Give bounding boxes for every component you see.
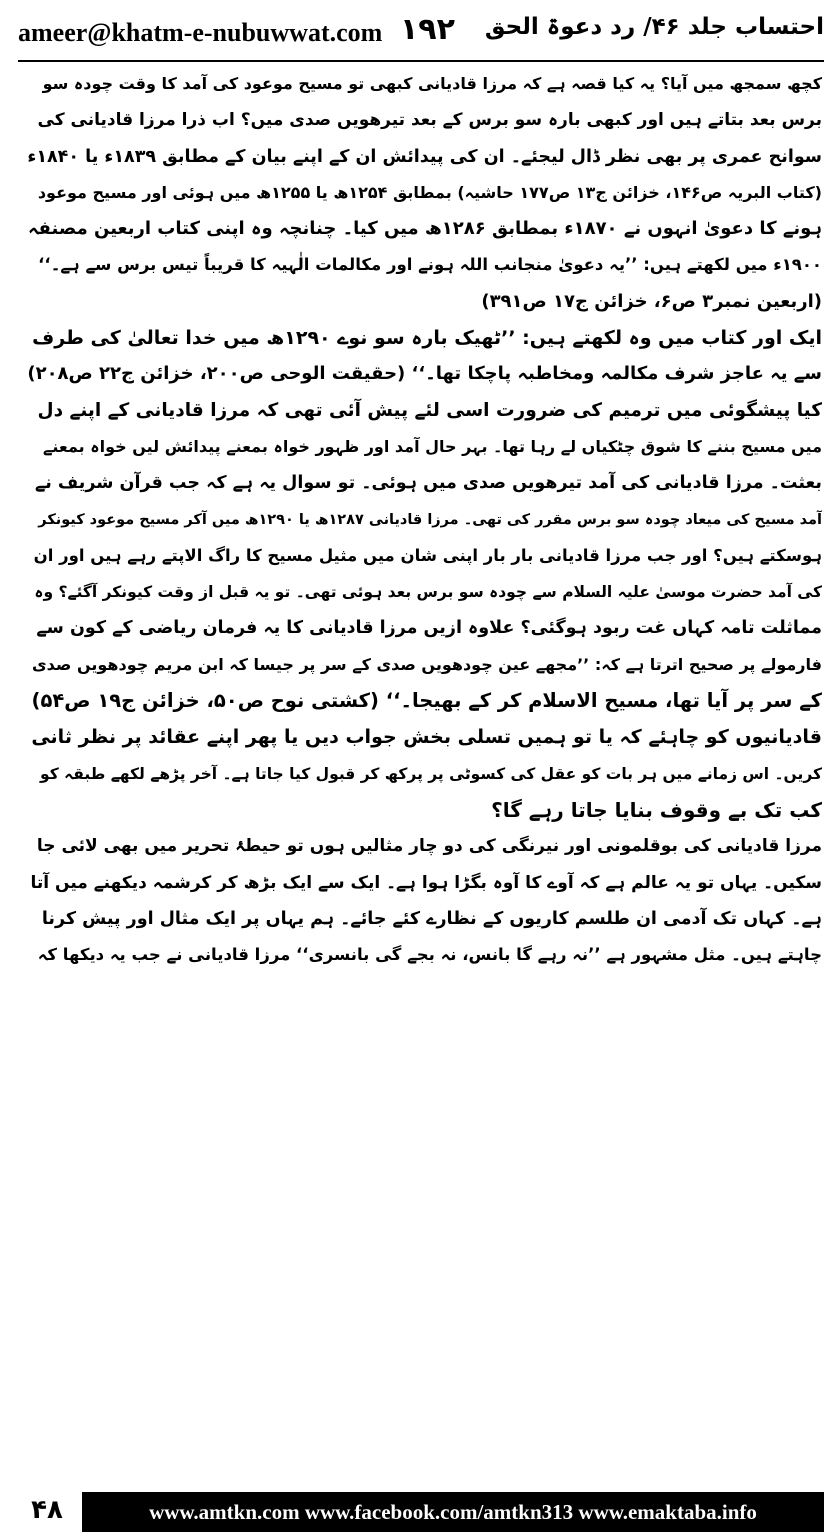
text-line: کریں۔ اس زمانے میں ہر بات کو عقل کی کسوٹی پر پرکھ کر قبول کیا جاتا ہے۔ آخر پڑھے لکھے طبقہ کو bbox=[40, 764, 822, 783]
header-page-number: ۱۹۲ bbox=[400, 12, 455, 47]
page-footer bbox=[18, 1492, 824, 1532]
text-line: ہونے کا دعویٰ انہوں نے ۱۸۷۰ء بمطابق ۱۲۸۶ھ میں کیا۔ چنانچہ وہ اپنی کتاب اربعین مصنفہ bbox=[28, 218, 822, 240]
text-line: مرزا قادیانی کی بوقلمونی اور نیرنگی کی دو چار مثالیں ہوں تو حیطۂ تحریر میں بھی لائی جا bbox=[36, 836, 822, 857]
reference-line: (اربعین نمبر۳ ص۶، خزائن ج۱۷ ص۳۹۱) bbox=[481, 290, 822, 312]
text-line: سوانح عمری پر بھی نظر ڈال لیجئے۔ ان کی پیدائش ان کے اپنے بیان کے مطابق ۱۸۳۹ء یا ۱۸۴۰ء bbox=[27, 146, 822, 167]
text-line: کیا پیشگوئی میں ترمیم کی ضرورت اسی لئے پیش آئی تھی کہ مرزا قادیانی کے اپنے دل bbox=[37, 399, 822, 421]
footer-links: www.amtkn.com www.facebook.com/amtkn313 www.emaktaba.info bbox=[149, 1500, 757, 1524]
text-line: کب تک بے وقوف بنایا جاتا رہے گا؟ bbox=[491, 797, 822, 822]
text-line: کی آمد حضرت موسیٰ علیہ السلام سے چودہ سو برس بعد ہوئی تھی۔ تو یہ قبل از وقت کیونکر آگئے؟ وہ bbox=[34, 583, 822, 602]
text-line: (کتاب البریہ ص۱۴۶، خزائن ج۱۳ ص۱۷۷ حاشیہ) بمطابق ۱۲۵۴ھ یا ۱۲۵۵ھ میں ہوئی اور مسیح موعود bbox=[37, 182, 822, 202]
text-line: چاہتے ہیں۔ مثل مشہور ہے ’’نہ رہے گا بانس، نہ بجے گی بانسری‘‘ مرزا قادیانی نے جب یہ دیکھا کہ bbox=[37, 945, 822, 965]
text-line: ہے۔ کہاں تک آدمی ان طلسم کاریوں کے نظارے کئے جائے۔ ہم یہاں پر ایک مثال اور پیش کرنا bbox=[41, 908, 822, 929]
text-line: سے یہ عاجز شرف مکالمہ ومخاطبہ پاچکا تھا۔‘‘ (حقیقت الوحی ص۲۰۰، خزائن ج۲۲ ص۲۰۸) bbox=[27, 363, 822, 385]
page-header bbox=[18, 8, 824, 58]
footer-links-bar bbox=[82, 1492, 824, 1532]
text-line: بعثت۔ مرزا قادیانی کی آمد تیرھویں صدی میں ہوئی۔ تو سوال یہ ہے کہ جب قرآن شریف نے bbox=[35, 473, 822, 494]
header-book-title: احتساب جلد ۴۶/ رد دعوۃ الحق bbox=[484, 14, 824, 40]
text-line: میں مسیح بننے کا شوق چٹکیاں لے رہا تھا۔ بہر حال آمد اور ظہور خواہ بمعنے پیدائش لیں خواہ بمعنے bbox=[43, 436, 822, 456]
text-line: مماثلت تامہ کہاں غت ربود ہوگئی؟ علاوہ ازیں مرزا قادیانی کا یہ فرمان ریاضی کے کون سے bbox=[36, 618, 822, 639]
footer-page-number: ۴۸ bbox=[31, 1495, 63, 1525]
header-email: ameer@khatm-e-nubuwwat.com bbox=[18, 18, 383, 47]
text-line: ہوسکتے ہیں؟ اور جب مرزا قادیانی بار بار اپنی شان میں مثیل مسیح کا راگ الاپتے رہے ہیں اور ان bbox=[33, 545, 822, 565]
text-line: آمد مسیح کی میعاد چودہ سو برس مقرر کی تھی۔ مرزا قادیانی ۱۲۸۷ھ یا ۱۲۹۰ھ میں آکر مسیح موعود کیونکر bbox=[38, 511, 822, 528]
text-line: سکیں۔ یہاں تو یہ عالم ہے کہ آوے کا آوہ بگڑا ہوا ہے۔ ایک سے ایک بڑھ کر کرشمہ دیکھنے میں آتا bbox=[30, 872, 822, 893]
text-line: کچھ سمجھ میں آیا؟ یہ کیا قصہ ہے کہ مرزا قادیانی کبھی تو مسیح موعود کی آمد کا وقت چودہ سو bbox=[42, 74, 822, 93]
text-line: قادیانیوں کو چاہئے کہ یا تو ہمیں تسلی بخش جواب دیں یا پھر اپنے عقائد پر نظر ثانی bbox=[31, 726, 822, 749]
body-text bbox=[22, 66, 822, 1474]
text-line: فارمولے پر صحیح اترتا ہے کہ: ’’مجھے عین چودھویں صدی کے سر پر جیسا کہ ابن مریم چودھویں صدی bbox=[32, 654, 822, 674]
text-line: ایک اور کتاب میں وہ لکھتے ہیں: ’’ٹھیک بارہ سو نوے ۱۲۹۰ھ میں خدا تعالیٰ کی طرف bbox=[32, 327, 822, 350]
header-divider bbox=[18, 60, 824, 62]
text-line: برس بعد بتاتے ہیں اور کبھی بارہ سو برس کے بعد تیرھویں صدی میں؟ اب ذرا مرزا قادیانی کی bbox=[37, 110, 822, 131]
text-line: کے سر پر آیا تھا، مسیح الاسلام کر کے بھیجا۔‘‘ (کشتی نوح ص۵۰، خزائن ج۱۹ ص۵۴) bbox=[31, 689, 822, 713]
text-line: ۱۹۰۰ء میں لکھتے ہیں: ’’یہ دعویٰ منجانب اللہ ہونے اور مکالمات الٰہیہ کا قریباً تیس برس سے ہے۔‘‘ bbox=[38, 255, 822, 275]
